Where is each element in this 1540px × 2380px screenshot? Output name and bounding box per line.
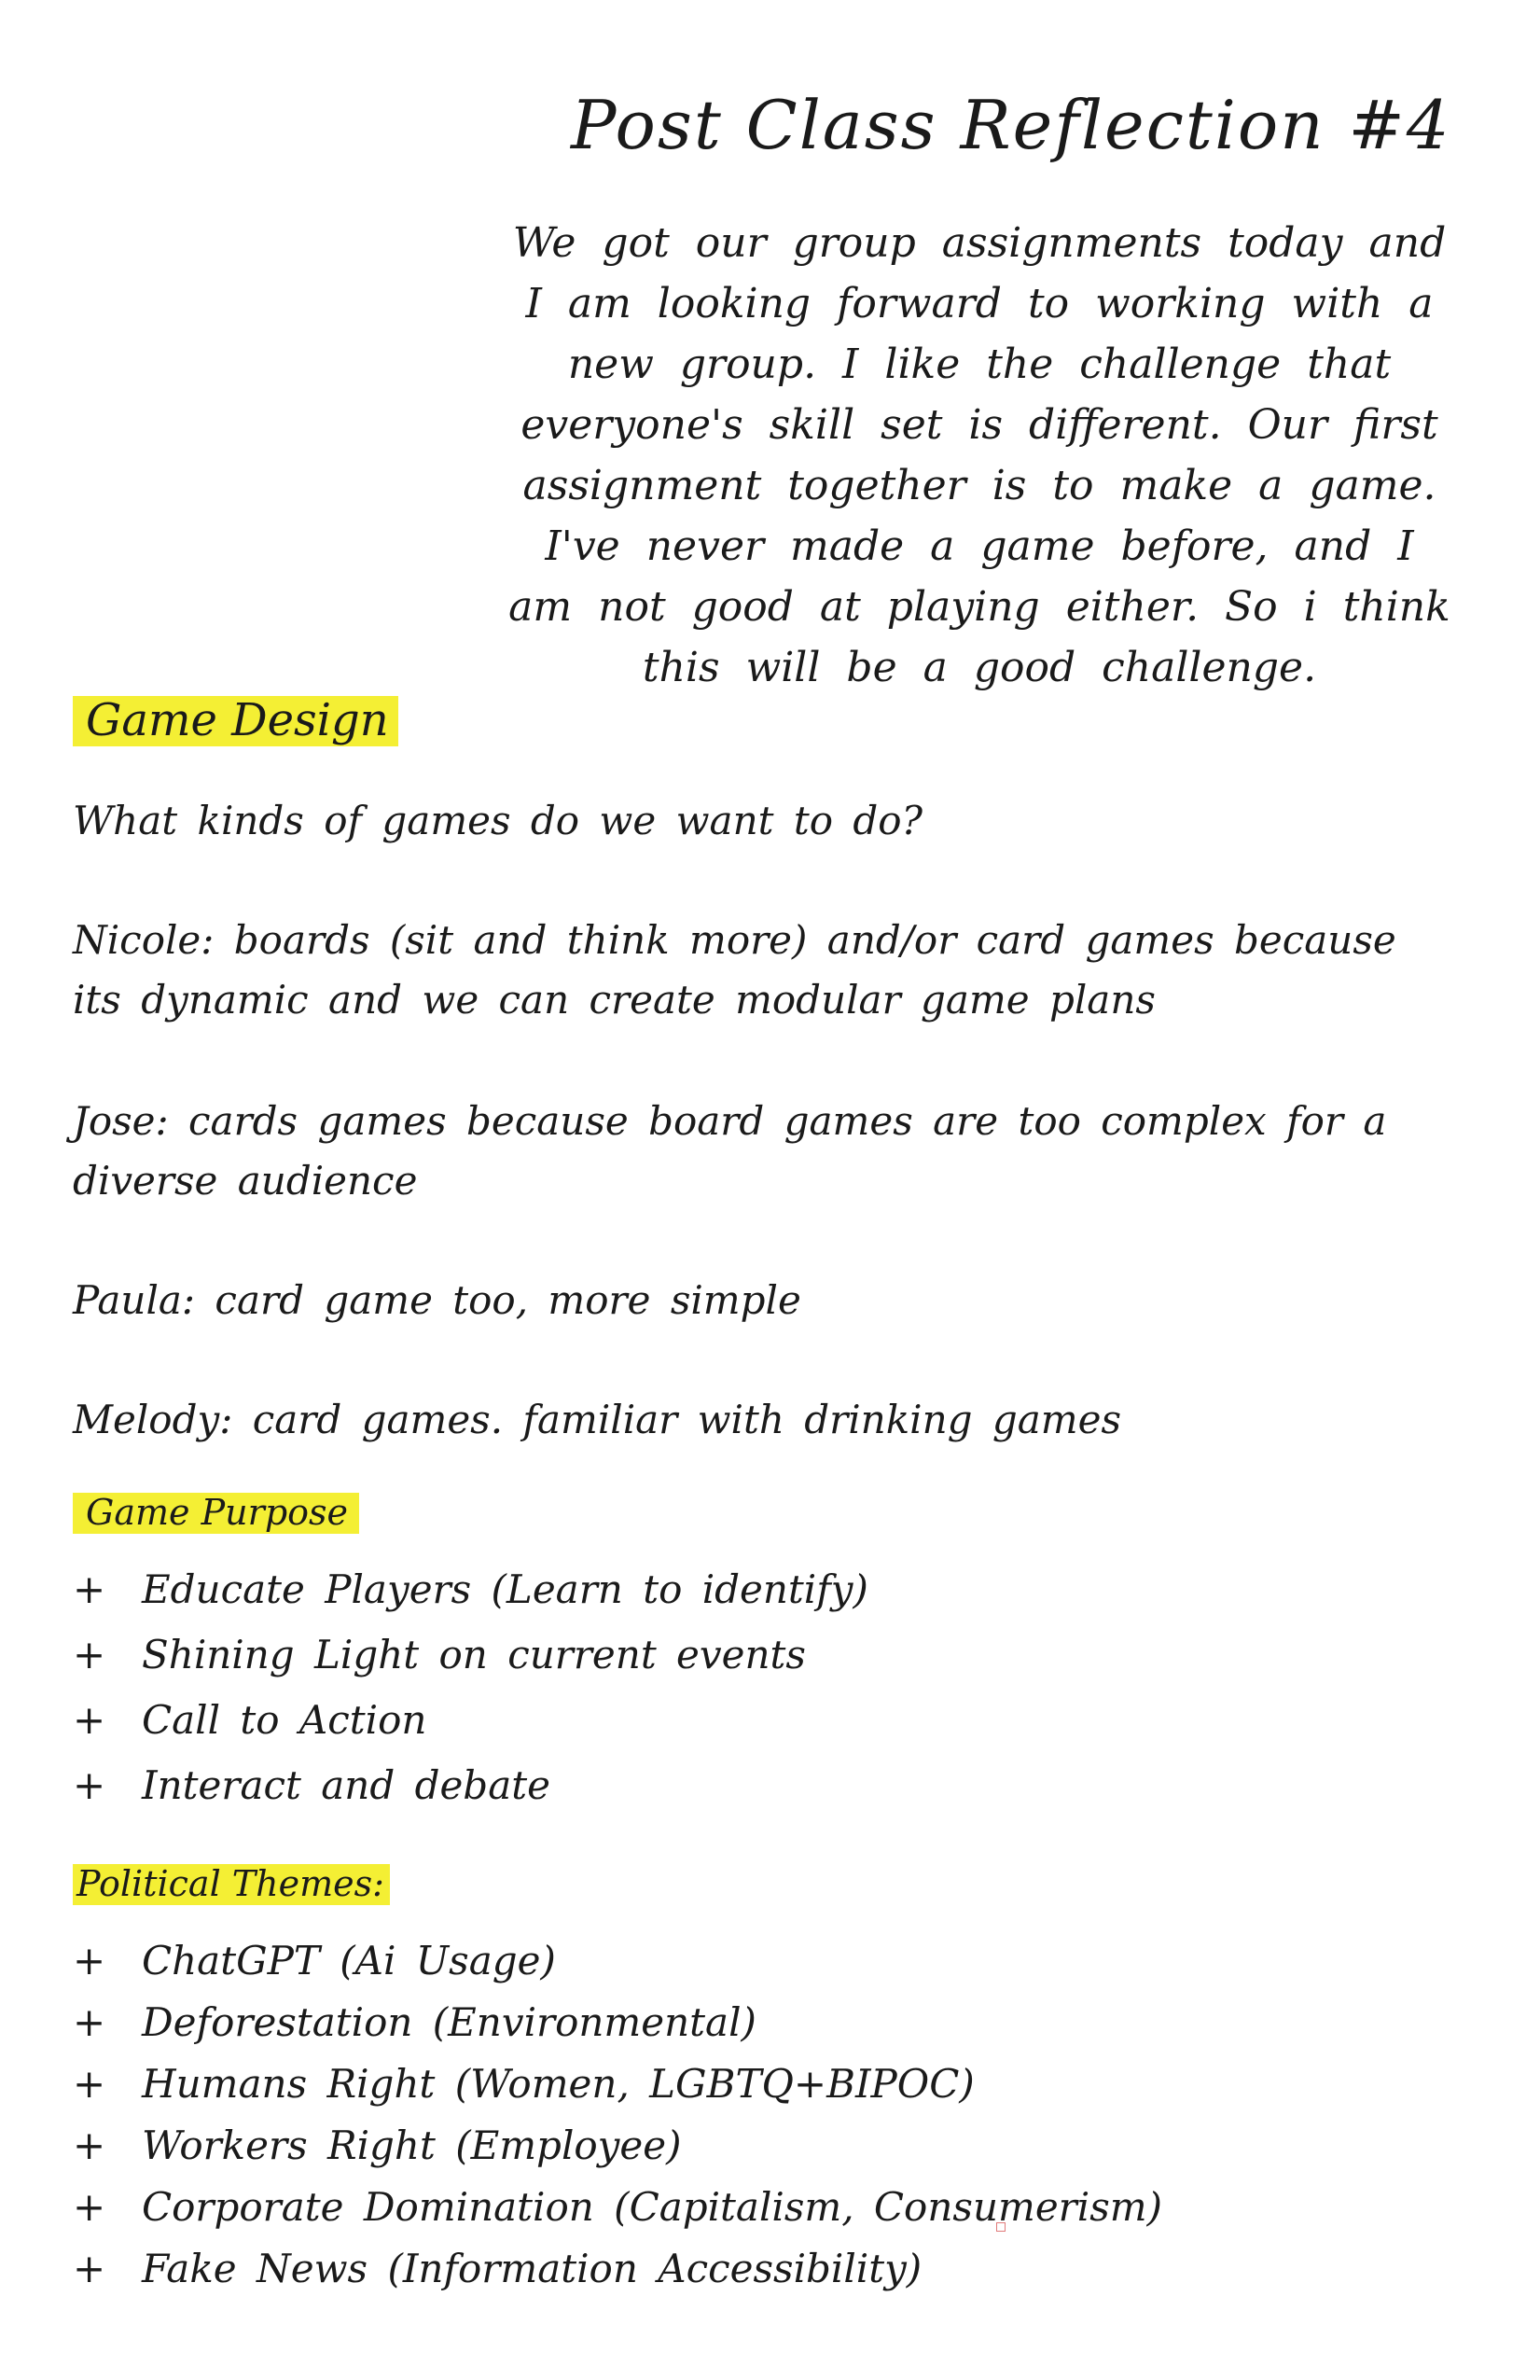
political-themes-list — [73, 1929, 1162, 2299]
intro-line: am not good at playing either. So i think — [508, 583, 1450, 631]
game-design-heading: Game Design — [73, 696, 398, 746]
paula-note: Paula: card game too, more simple — [73, 1277, 801, 1323]
note-line: diverse audience — [73, 1158, 418, 1204]
list-item — [73, 1752, 868, 1817]
plus-icon: + — [73, 2060, 106, 2107]
nicole-note — [73, 911, 1396, 1030]
plus-icon: + — [73, 1566, 106, 1612]
list-item-text: Call to Action — [142, 1696, 427, 1743]
list-item — [73, 1621, 868, 1687]
list-item-text: Interact and debate — [142, 1761, 550, 1808]
list-item — [73, 2237, 1162, 2299]
intro-line: new group. I like the challenge that — [567, 341, 1392, 388]
page-title: Post Class Reflection #4 — [571, 86, 1451, 164]
design-question: What kinds of games do we want to do? — [73, 798, 923, 843]
game-purpose-heading: Game Purpose — [73, 1493, 359, 1534]
intro-line: I've never made a game before, and I — [545, 522, 1414, 570]
list-item — [73, 2114, 1162, 2176]
plus-icon: + — [73, 2245, 106, 2291]
intro-line: everyone's skill set is different. Our first — [520, 401, 1438, 449]
list-item — [73, 1929, 1162, 1991]
plus-icon: + — [73, 2183, 106, 2230]
list-item — [73, 1687, 868, 1752]
list-item-text: Deforestation (Environmental) — [142, 1998, 756, 2045]
game-purpose-list — [73, 1556, 868, 1817]
intro-line: I am looking forward to working with a — [525, 280, 1434, 327]
plus-icon: + — [73, 1696, 106, 1743]
plus-icon: + — [73, 2122, 106, 2168]
list-item-text: Shining Light on current events — [142, 1631, 806, 1677]
list-item-text: ChatGPT (Ai Usage) — [142, 1937, 556, 1983]
note-line: its dynamic and we can create modular game plans — [73, 977, 1156, 1023]
intro-paragraph — [485, 213, 1474, 698]
list-item — [73, 1556, 868, 1621]
intro-line: this will be a good challenge. — [642, 644, 1317, 691]
plus-icon: + — [73, 1761, 106, 1808]
list-item-text: Corporate Domination (Capitalism, Consumerism) — [142, 2183, 1162, 2230]
note-line: Jose: cards games because board games are too complex for a — [73, 1098, 1387, 1144]
political-themes-heading: Political Themes: — [73, 1864, 390, 1905]
intro-line: assignment together is to make a game. — [522, 462, 1436, 509]
list-item-text: Educate Players (Learn to identify) — [142, 1566, 868, 1612]
list-item — [73, 1991, 1162, 2053]
jose-note — [73, 1092, 1386, 1211]
plus-icon: + — [73, 1937, 106, 1983]
plus-icon: + — [73, 1631, 106, 1677]
plus-icon: + — [73, 1998, 106, 2045]
list-item — [73, 2053, 1162, 2114]
intro-line: We got our group assignments today and — [512, 219, 1447, 267]
list-item-text: Fake News (Information Accessibility) — [142, 2245, 923, 2291]
list-item-text: Humans Right (Women, LGBTQ+BIPOC) — [142, 2060, 975, 2107]
list-item-text: Workers Right (Employee) — [142, 2122, 682, 2168]
annotation-marker-icon — [996, 2222, 1006, 2232]
note-line: Nicole: boards (sit and think more) and/or card games because — [73, 917, 1396, 963]
melody-note: Melody: card games. familiar with drinking games — [73, 1397, 1122, 1442]
